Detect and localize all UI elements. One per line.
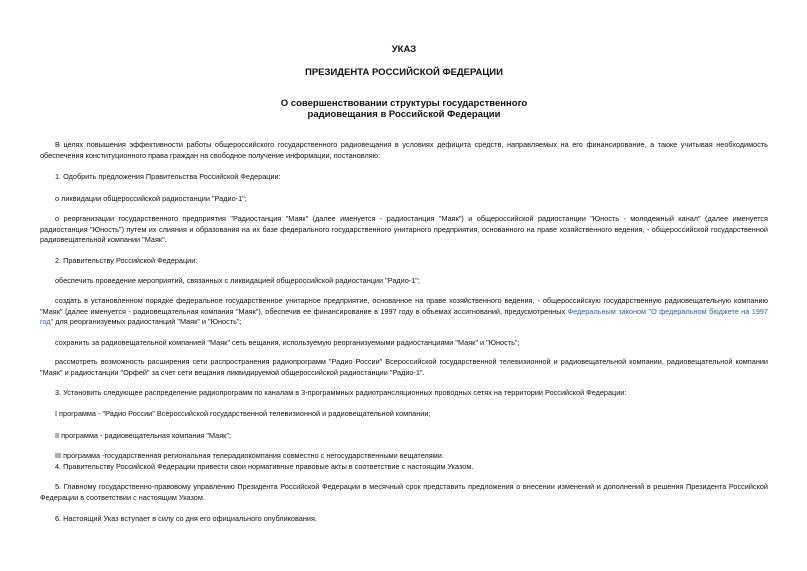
clause-6: 6. Настоящий Указ вступает в силу со дня его официального опубликования.: [55, 514, 317, 523]
clause-2-a: обеспечить проведение мероприятий, связанных с ликвидацией общероссийской радиостанции "Радио-1";: [55, 276, 420, 285]
intro-paragraph: В целях повышения эффективности работы общероссийского государственного радиовещания в условиях дефицита средств, направляемых на его финансирование, а также учитывая необходимость обеспечения конституционного права граждан на свободное получение информации, постановляю:: [40, 140, 768, 160]
clause-4: 4. Правительству Российской Федерации привести свои нормативные правовые акты в соответствие с настоящим Указом.: [55, 462, 474, 471]
clause-2: 2. Правительству Российской Федерации:: [55, 256, 198, 265]
decree-heading: УКАЗ: [391, 44, 417, 55]
federal-budget-law-link[interactable]: Федеральным законом "О федеральном бюджете на 1997 год": [40, 306, 768, 326]
decree-title-line2: радиовещания в Российской Федерации: [307, 109, 501, 120]
clause-3-c: III программа -государственная региональная телерадиокомпания совместно с негосударственными вещателями.: [55, 451, 444, 460]
clause-2-b-text-end: для реорганизуемых радиостанций "Маяк" и "Юность";: [53, 317, 242, 326]
clause-3: 3. Установить следующее распределение радиопрограмм по каналам в 3-программных радиотрансляционных проводных сетях на территории Российской Федерации:: [55, 388, 627, 397]
document-page: [40, 0, 768, 571]
clause-1: 1. Одобрить предложения Правительства Российской Федерации:: [55, 172, 281, 181]
clause-2-d: рассмотреть возможность расширения сети распространения радиопрограмм "Радио России" Всероссийской государственной телевизионной и радиовещательной компании, радиовещательной компании "Маяк" и радиостанции "Орфей" за счет сети вещания ликвидируемой общероссийской радиостанции "Радио-1".: [40, 357, 768, 377]
clause-2-b-text-start: создать в установленном порядке федеральное государственное унитарное предприятие, основанное на праве хозяйственного ведения, - общероссийскую государственную радиовещательную компанию "Маяк" (далее именуется - радиовещательная компания "Маяк"), обеспечив ее финансирование в 1997 году в объемах ассигнований, предусмотренных: [40, 296, 768, 316]
clause-2-c: сохранить за радиовещательной компанией "Маяк" сеть вещания, используемую реорганизуемыми радиостанциями "Маяк" и "Юность";: [55, 338, 520, 347]
clause-5: 5. Главному государственно-правовому управлению Президента Российской Федерации в месячный срок представить предложения о внесении изменений и дополнений в решения Президента Российской Федерации в соответствии с настоящим Указом.: [40, 482, 768, 502]
clause-3-b: II программа - радиовещательная компания "Маяк";: [55, 431, 231, 440]
clause-1-a: о ликвидации общероссийской радиостанции "Радио-1";: [55, 194, 247, 203]
issuer-heading: ПРЕЗИДЕНТА РОССИЙСКОЙ ФЕДЕРАЦИИ: [305, 67, 503, 78]
clause-3-a: I программа - "Радио России" Всероссийской государственной телевизионной и радиовещательной компании;: [55, 409, 431, 418]
clause-2-b: [40, 296, 768, 328]
clause-1-b: о реорганизации государственного предприятия "Радиостанция "Маяк" (далее именуется - радиостанция "Маяк") и общероссийской радиостанции "Юность - молодежный канал" (далее именуется радиостанция "Юность") путем их слияния и образования на их базе федерального государственного унитарного предприятия, основанного на праве хозяйственного ведения, - общероссийской государственной радиовещательной компании "Маяк".: [40, 214, 768, 244]
decree-title-line1: О совершенствовании структуры государственного: [280, 98, 528, 109]
